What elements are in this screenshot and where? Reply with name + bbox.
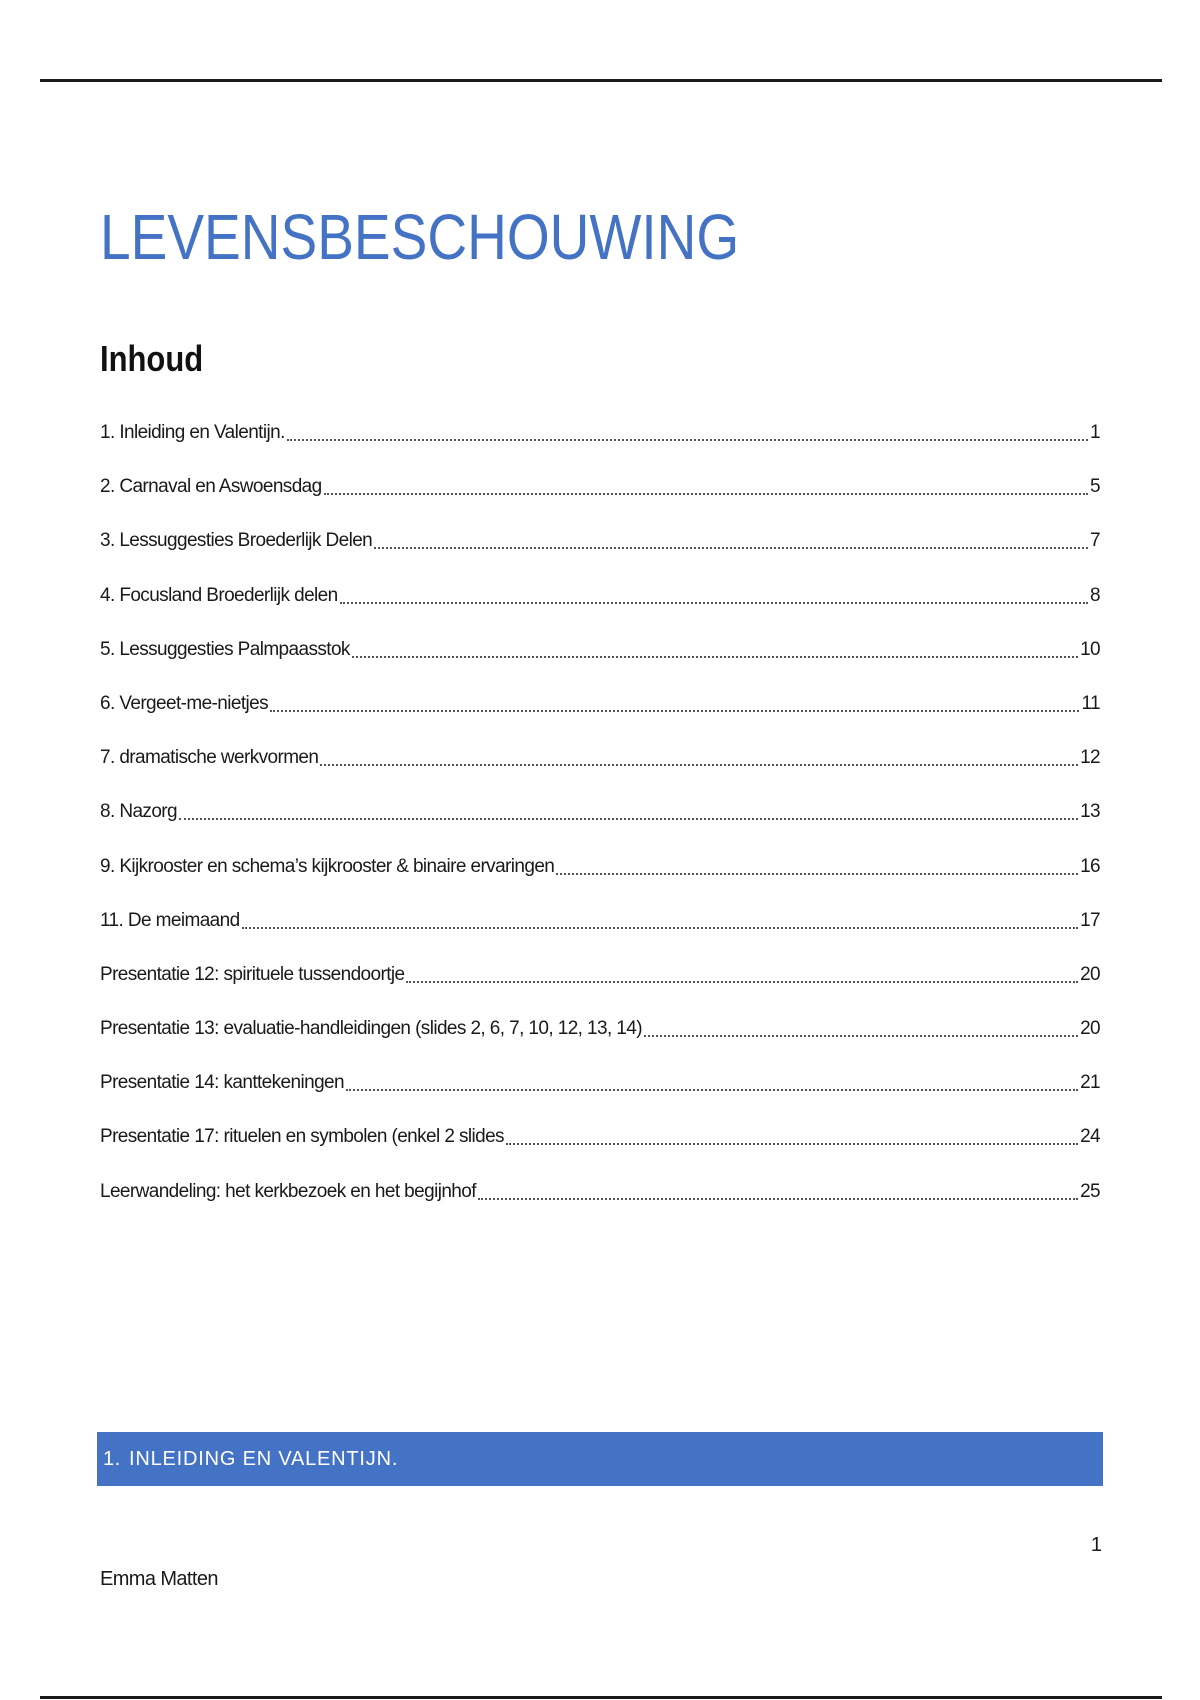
- toc-entry-page: 10: [1080, 638, 1100, 660]
- toc-entry-label: 5. Lessuggesties Palmpaasstok: [100, 638, 350, 660]
- toc-dot-leader: [340, 602, 1088, 604]
- toc-entry[interactable]: [100, 556, 1100, 610]
- toc-entry[interactable]: [100, 418, 1100, 448]
- toc-entry[interactable]: [100, 990, 1100, 1044]
- toc-entry-page: 17: [1080, 909, 1100, 931]
- toc-dot-leader: [320, 764, 1078, 766]
- document-title: LEVENSBESCHOUWING: [100, 201, 740, 273]
- toc-entry-page: 20: [1080, 963, 1100, 985]
- toc-entry-page: 24: [1080, 1126, 1100, 1148]
- toc-entry-label: 6. Vergeet-me-nietjes: [100, 692, 268, 714]
- section-number: 1.: [103, 1447, 121, 1470]
- toc-entry[interactable]: [100, 1152, 1100, 1206]
- toc-entry[interactable]: [100, 665, 1100, 719]
- toc-dot-leader: [406, 981, 1078, 983]
- toc-entry-page: 25: [1080, 1180, 1100, 1202]
- toc-dot-leader: [346, 1089, 1078, 1091]
- toc-entry[interactable]: [100, 719, 1100, 773]
- toc-entry-label: Leerwandeling: het kerkbezoek en het begijnhof: [100, 1180, 476, 1202]
- toc-dot-leader: [644, 1035, 1078, 1037]
- toc-dot-leader: [324, 493, 1088, 495]
- toc-entry-label: Presentatie 12: spirituele tussendoortje: [100, 963, 405, 985]
- toc-dot-leader: [478, 1198, 1078, 1200]
- toc-entry[interactable]: [100, 1044, 1100, 1098]
- header-rule: [40, 79, 1162, 82]
- toc-entry[interactable]: [100, 773, 1100, 827]
- toc-entry[interactable]: [100, 611, 1100, 665]
- toc-entry[interactable]: [100, 1098, 1100, 1152]
- toc-dot-leader: [270, 710, 1079, 712]
- footer-author: Emma Matten: [100, 1568, 218, 1590]
- toc-entry-page: 8: [1090, 584, 1100, 606]
- toc-entry-label: 3. Lessuggesties Broederlijk Delen: [100, 530, 373, 552]
- toc-entry-page: 20: [1080, 1018, 1100, 1040]
- footer-page-number: 1: [1090, 1534, 1102, 1556]
- toc-entry-label: 7. dramatische werkvormen: [100, 747, 319, 769]
- toc-dot-leader: [179, 818, 1078, 820]
- toc-entry-label: 9. Kijkrooster en schema’s kijkrooster & binaire ervaringen: [100, 855, 555, 877]
- section-title: INLEIDING EN VALENTIJN.: [129, 1447, 399, 1470]
- toc-entry[interactable]: [100, 882, 1100, 936]
- toc-entry-page: 5: [1090, 476, 1100, 498]
- toc-entry-label: 2. Carnaval en Aswoensdag: [100, 476, 322, 498]
- toc-dot-leader: [287, 439, 1088, 441]
- toc-entry-page: 1: [1090, 422, 1100, 443]
- toc-dot-leader: [352, 656, 1078, 658]
- toc-entry-page: 11: [1081, 692, 1100, 714]
- toc-entry-page: 12: [1080, 747, 1100, 769]
- toc-entry-label: 1. Inleiding en Valentijn.: [100, 422, 285, 443]
- toc-entry-page: 7: [1090, 530, 1100, 552]
- table-of-contents: [100, 418, 1100, 1207]
- toc-entry[interactable]: [100, 448, 1100, 502]
- toc-entry[interactable]: [100, 936, 1100, 990]
- toc-dot-leader: [556, 873, 1078, 875]
- toc-entry-page: 13: [1080, 801, 1100, 823]
- toc-entry-label: 8. Nazorg: [100, 801, 177, 823]
- toc-entry-label: 4. Focusland Broederlijk delen: [100, 584, 338, 606]
- toc-dot-leader: [506, 1143, 1078, 1145]
- toc-heading: Inhoud: [100, 338, 204, 379]
- toc-dot-leader: [374, 547, 1088, 549]
- section-heading-bar: [97, 1432, 1103, 1486]
- toc-entry-label: Presentatie 13: evaluatie-handleidingen (slides 2, 6, 7, 10, 12, 13, 14): [100, 1018, 642, 1040]
- toc-entry-page: 16: [1080, 855, 1100, 877]
- toc-entry-page: 21: [1080, 1072, 1100, 1094]
- toc-entry[interactable]: [100, 827, 1100, 881]
- toc-entry-label: Presentatie 17: rituelen en symbolen (enkel 2 slides: [100, 1126, 504, 1148]
- toc-dot-leader: [242, 927, 1079, 929]
- footer-rule: [40, 1696, 1162, 1699]
- toc-entry-label: 11. De meimaand: [100, 909, 240, 931]
- toc-entry[interactable]: [100, 502, 1100, 556]
- toc-entry-label: Presentatie 14: kanttekeningen: [100, 1072, 344, 1094]
